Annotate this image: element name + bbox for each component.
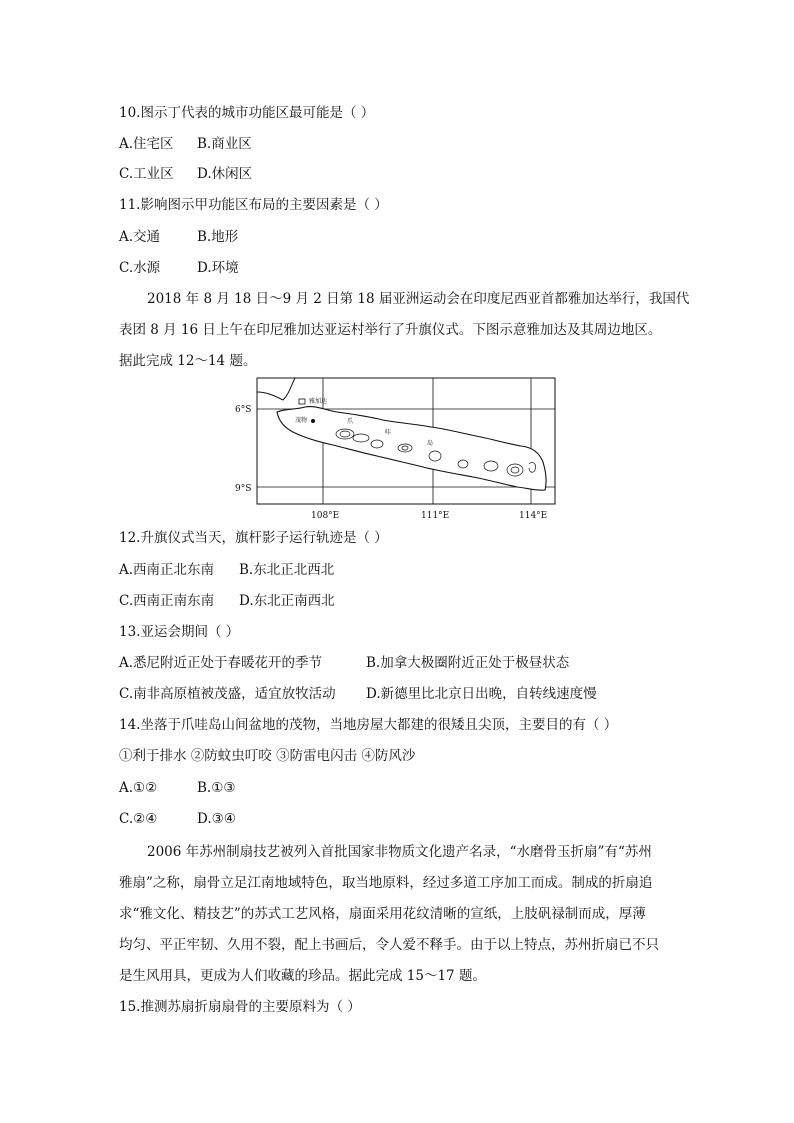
place-label-jakarta: 雅加达 bbox=[309, 398, 328, 405]
lon-label-114e: 114°E bbox=[519, 511, 548, 521]
passage1-line: 据此完成 12～14 题。 bbox=[119, 353, 257, 369]
q14-option-a: A.①② bbox=[119, 780, 158, 796]
q14-option-c: C.②④ bbox=[119, 811, 158, 827]
q13-option-a: A.悉尼附近正处于春暖花开的季节 bbox=[119, 655, 323, 671]
passage2-line: 均匀、平正牢韧、久用不裂，配上书画后，令人爱不释手。由于以上特点，苏州折扇已不只 bbox=[119, 937, 659, 953]
q10-option-b: B.商业区 bbox=[197, 136, 252, 152]
q12-option-c: C.西南正南东南 bbox=[119, 593, 215, 609]
lat-label-9s: 9°S bbox=[235, 484, 252, 494]
question-10-stem: 10.图示丁代表的城市功能区最可能是（ ） bbox=[119, 105, 375, 121]
passage1-line: 表团 8 月 16 日上午在印尼雅加达亚运村举行了升旗仪式。下图示意雅加达及其周边地区。 bbox=[119, 322, 662, 338]
jakarta-marker bbox=[299, 399, 305, 404]
place-label-wa: 哇 bbox=[385, 429, 392, 436]
q11-option-d: D.环境 bbox=[197, 260, 239, 276]
lon-label-111e: 111°E bbox=[421, 511, 450, 521]
q11-option-b: B.地形 bbox=[197, 229, 239, 245]
sumatra-coast bbox=[257, 378, 295, 400]
question-11-stem: 11.影响图示甲功能区布局的主要因素是（ ） bbox=[119, 197, 388, 213]
passage2-line: 求“雅文化、精技艺”的苏式工艺风格，扇面采用花纹清晰的宣纸，上肢矾禄制而成，厚薄 bbox=[119, 906, 646, 922]
java-map bbox=[233, 374, 563, 524]
q11-option-c: C.水源 bbox=[119, 260, 161, 276]
q12-option-d: D.东北正南西北 bbox=[239, 593, 335, 609]
java-island bbox=[277, 407, 546, 491]
q10-option-d: D.休闲区 bbox=[197, 166, 253, 182]
q13-option-d: D.新德里比北京日出晚，自转线速度慢 bbox=[366, 686, 597, 702]
q13-option-b: B.加拿大极圈附近正处于极昼状态 bbox=[366, 655, 570, 671]
place-label-dao: 岛 bbox=[427, 440, 434, 447]
passage2-line: 是生风用具，更成为人们收藏的珍品。据此完成 15～17 题。 bbox=[119, 968, 486, 984]
place-label-zhua: 爪 bbox=[347, 418, 354, 425]
q12-option-a: A.西南正北东南 bbox=[119, 562, 215, 578]
lon-label-108e: 108°E bbox=[311, 511, 340, 521]
q14-option-d: D.③④ bbox=[197, 811, 236, 827]
passage2-line: 2006 年苏州制扇技艺被列入首批国家非物质文化遗产名录，“水磨骨玉折扇”有“苏州 bbox=[147, 844, 652, 860]
bogor-marker bbox=[311, 419, 315, 423]
q14-option-b: B.①③ bbox=[197, 780, 236, 796]
q10-option-c: C.工业区 bbox=[119, 166, 174, 182]
q13-option-c: C.南非高原植被茂盛，适宜放牧活动 bbox=[119, 686, 336, 702]
lat-label-6s: 6°S bbox=[235, 405, 252, 415]
q14-choices: ①利于排水 ②防蚊虫叮咬 ③防雷电闪击 ④防风沙 bbox=[119, 748, 416, 764]
question-14-stem: 14.坐落于爪哇岛山间盆地的茂物，当地房屋大都建的很矮且尖顶，主要目的有（ ） bbox=[119, 717, 618, 733]
java-map-figure bbox=[233, 374, 563, 524]
place-label-bogor: 茂物 bbox=[295, 417, 308, 424]
q10-option-a: A.住宅区 bbox=[119, 136, 174, 152]
passage2-line: 雅扇”之称，扇骨立足江南地域特色，取当地原料，经过多道工序加工而成。制成的折扇追 bbox=[119, 875, 653, 891]
question-15-stem: 15.推测苏扇折扇扇骨的主要原料为（ ） bbox=[119, 999, 361, 1015]
passage1-line: 2018 年 8 月 18 日～9 月 2 日第 18 届亚洲运动会在印度尼西亚首都雅加达举行，我国代 bbox=[147, 291, 690, 307]
q12-option-b: B.东北正北西北 bbox=[239, 562, 335, 578]
question-12-stem: 12.升旗仪式当天，旗杆影子运行轨迹是（ ） bbox=[119, 530, 388, 546]
q11-option-a: A.交通 bbox=[119, 229, 161, 245]
question-13-stem: 13.亚运会期间（ ） bbox=[119, 624, 240, 640]
